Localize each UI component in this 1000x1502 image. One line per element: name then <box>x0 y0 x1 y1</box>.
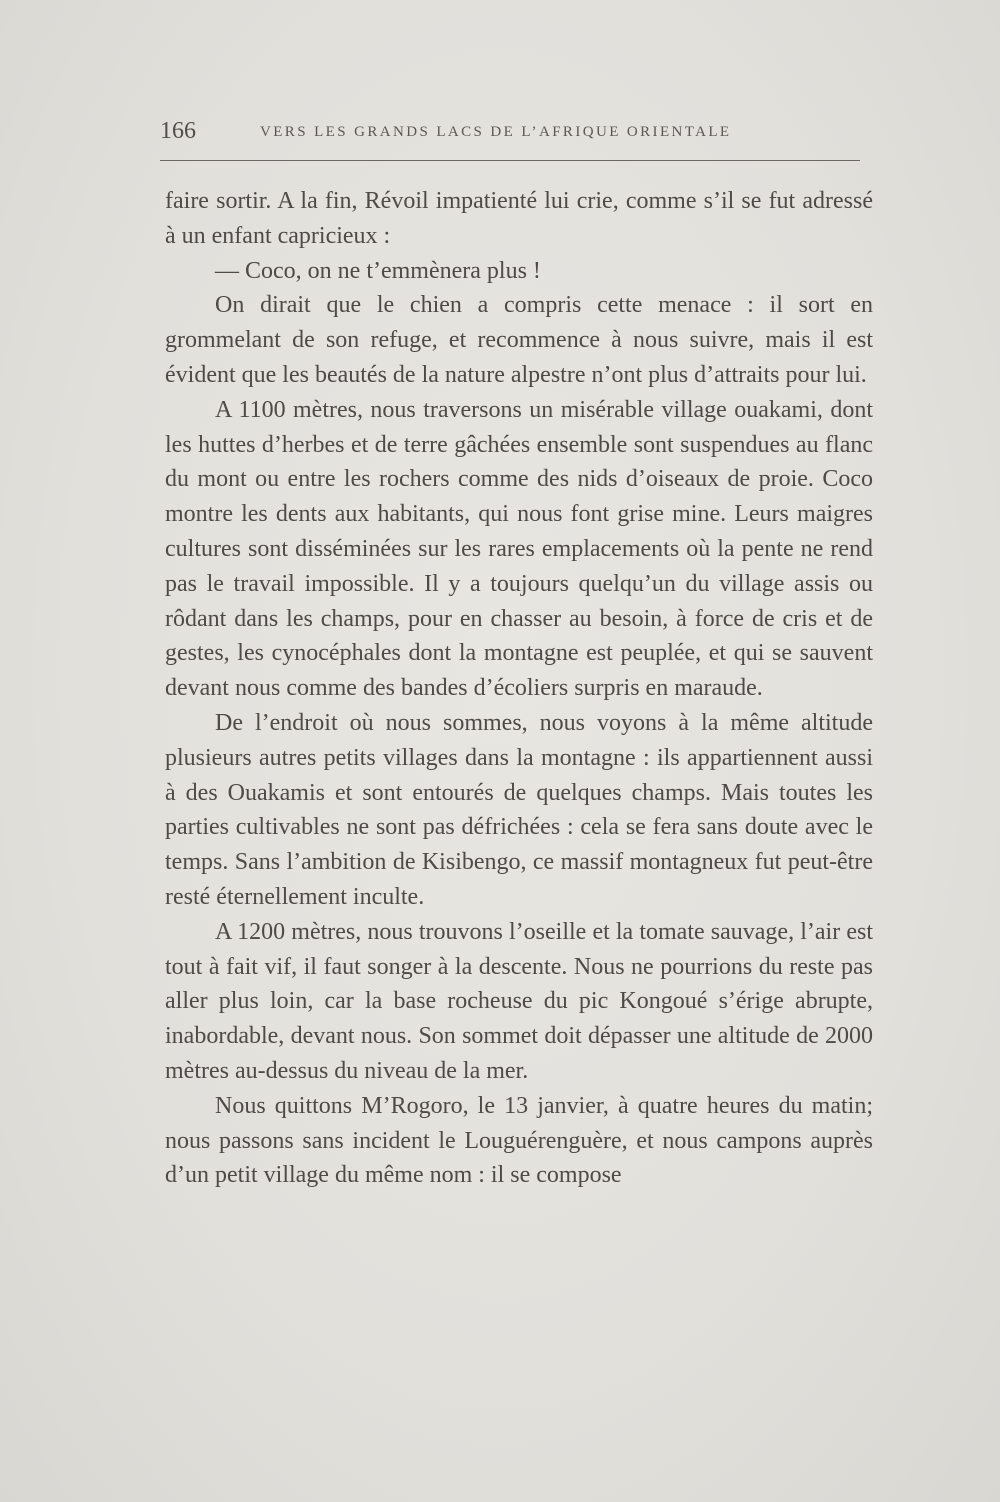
page-number: 166 <box>160 118 196 144</box>
paragraph: De l’endroit où nous sommes, nous voyons à la même altitude plusieurs autres petits villages dans la montagne : ils appartiennent aussi à des Ouakamis et sont entourés de quelques champs. Mais toutes les parties cultivables ne sont pas défrichées : cela se fera sans doute avec le temps. Sans l’ambition de Kisibengo, ce massif montagneux fut peut-être resté éternellement inculte. <box>165 709 873 910</box>
paragraph: A 1200 mètres, nous trouvons l’oseille et la tomate sauvage, l’air est tout à fait vif, il faut songer à la descente. Nous ne pourrions du reste pas aller plus loin, car la base rocheuse du pic Kongoué s’érige abrupte, inabordable, devant nous. Son sommet doit dépasser une altitude de 2000 mètres au-dessus du niveau de la mer. <box>165 918 873 1084</box>
paragraph: A 1100 mètres, nous traversons un misérable village ouakami, dont les huttes d’herbes et de terre gâchées ensemble sont suspendues au flanc du mont ou entre les rochers comme des nids d’oiseaux de proie. Coco montre les dents aux habitants, qui nous font grise mine. Leurs maigres cultures sont disséminées sur les rares emplacements où la pente ne rend pas le travail impossible. Il y a toujours quelqu’un du village assis ou rôdant dans les champs, pour en chasser au besoin, à force de cris et de gestes, les cynocéphales dont la montagne est peuplée, et qui se sauvent devant nous comme des bandes d’écoliers surpris en maraude. <box>165 396 873 702</box>
body-text <box>165 184 873 1193</box>
paragraph: Nous quittons M’Rogoro, le 13 janvier, à quatre heures du matin; nous passons sans incident le Louguérenguère, et nous campons auprès d’un petit village du même nom : il se compose <box>165 1092 873 1189</box>
paragraph-dialogue: — Coco, on ne t’emmènera plus ! <box>215 257 541 284</box>
paragraph-continuation: faire sortir. A la fin, Révoil impatienté lui crie, comme s’il se fut adressé à un enfant capricieux : <box>165 188 873 249</box>
running-title: VERS LES GRANDS LACS DE L’AFRIQUE ORIENTALE <box>260 124 732 140</box>
paragraph: On dirait que le chien a compris cette menace : il sort en grommelant de son refuge, et recommence à nous suivre, mais il est évident que les beautés de la nature alpestre n’ont plus d’attraits pour lui. <box>165 292 873 388</box>
page-header <box>160 118 860 154</box>
header-rule <box>160 160 860 161</box>
